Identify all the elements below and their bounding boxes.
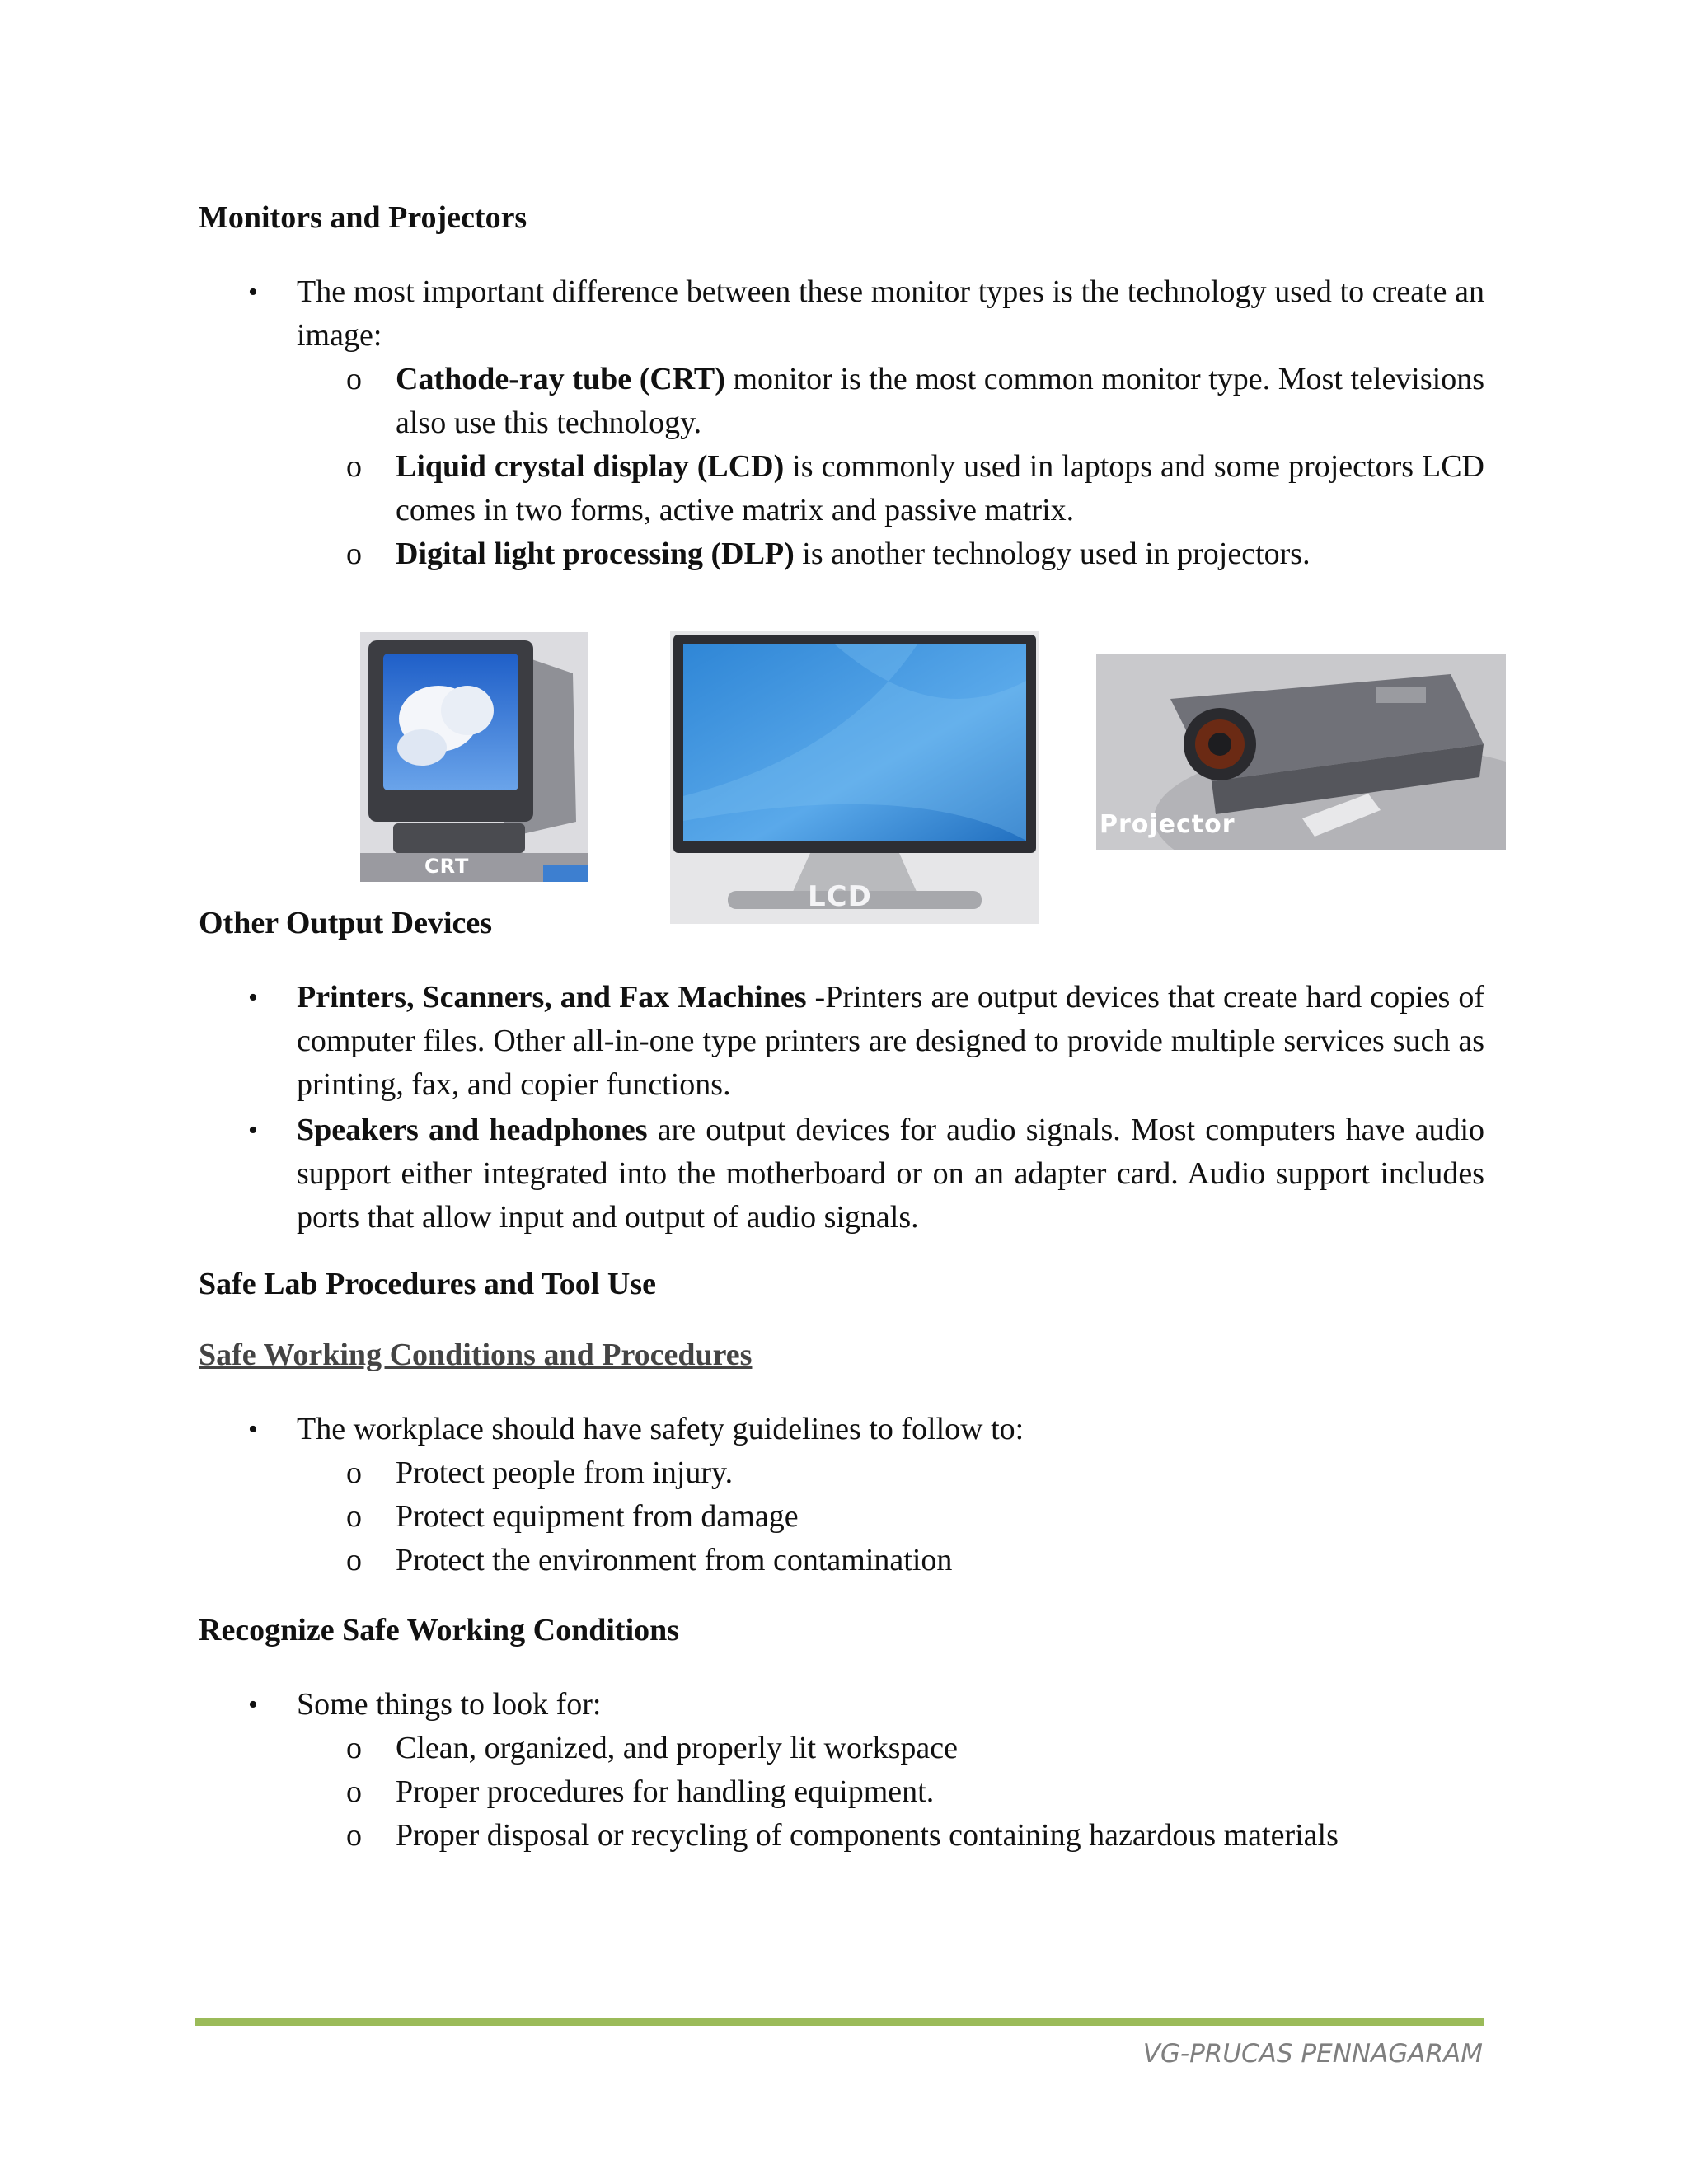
footer-text: VG-PRUCAS PENNAGARAM xyxy=(1142,2039,1483,2069)
bullet-glyph: • xyxy=(248,982,258,1013)
definition-lcd: is commonly used in laptops and some projectors LCD comes in two forms, active matrix and passive matrix. xyxy=(396,449,1485,527)
term-crt: Cathode-ray tube (CRT) xyxy=(396,362,725,396)
subheading-safe-working: Safe Working Conditions and Procedures xyxy=(199,1338,753,1372)
bullet-glyph: • xyxy=(248,1690,258,1720)
projector-image xyxy=(1096,654,1506,850)
bullet-text: Some things to look for: xyxy=(297,1687,602,1722)
sub-bullet-glyph: o xyxy=(346,1774,362,1809)
sub-bullet-glyph: o xyxy=(346,362,362,396)
section-heading-safe-lab: Safe Lab Procedures and Tool Use xyxy=(199,1267,656,1301)
sub-bullet-glyph: o xyxy=(346,1499,362,1534)
sub-bullet-glyph: o xyxy=(346,537,362,571)
bullet-text: The most important difference between these monitor types is the technology used to create an image: xyxy=(297,274,1484,353)
sub-bullet-glyph: o xyxy=(346,449,362,484)
term-lcd: Liquid crystal display (LCD) xyxy=(396,449,785,484)
bullet-text: The workplace should have safety guidelines to follow to: xyxy=(297,1412,1025,1446)
crt-label: CRT xyxy=(424,855,470,878)
lcd-label: LCD xyxy=(808,880,872,913)
section-heading-output-devices: Other Output Devices xyxy=(199,906,493,940)
sub-bullet-glyph: o xyxy=(346,1731,362,1765)
sub-bullet-glyph: o xyxy=(346,1543,362,1577)
crt-monitor-illustration xyxy=(360,632,588,882)
section-heading-monitors: Monitors and Projectors xyxy=(199,200,528,235)
bullet-glyph: • xyxy=(248,1115,258,1146)
section-heading-recognize: Recognize Safe Working Conditions xyxy=(199,1613,680,1647)
projector-label: Projector xyxy=(1100,810,1236,839)
bullet-glyph: • xyxy=(248,1414,258,1445)
footer-rule xyxy=(195,2018,1484,2026)
crt-monitor-image xyxy=(360,632,588,882)
definition-speakers: are output devices for audio signals. Most computers have audio support either integrated into the motherboard or on an adapter card. Audio support includes ports that allow input and output of audio signals. xyxy=(297,1113,1484,1235)
term-printers: Printers, Scanners, and Fax Machines xyxy=(297,980,807,1015)
document-page: Monitors and Projectors • The most important difference between these monitor types is the technology used to create an image: o Cathode-ray tube (CRT) monitor is the most common monitor type. Most televisions also use this technology. o Liquid crystal display (LCD) is commonly used in laptops and some projectors LCD comes in two forms, active matrix and passive matrix. o Digital light processing (DLP) is another technology used in projectors. CRT LCD Projector Other Output Devices • Printers, Scanners, and Fax Machines -Printers are output devices that create hard copies of computer files. Other all-in-one type printers are designed to provide multiple services such as printing, fax, and copier functions. • Speakers and headphones are output devices for audio signals. Most computers have audio support either integrated into the motherboard or on an adapter card. Audio support includes ports that allow input and output of audio signals. Safe Lab Procedures and Tool Use Safe Working Conditions and Procedures • The workplace should have safety guidelines to follow to: o Protect people from injury. o Protect equipment from damage o Protect the environment from contamination Recognize Safe Working Conditions • Some things to look for: o Clean, organized, and properly lit workspace o Proper procedures for handling equipment. o Proper disposal or recycling of components containing hazardous materials VG-PRUCAS PENNAGARAM xyxy=(0,0,1688,2184)
definition-crt: monitor is the most common monitor type. Most televisions also use this technology. xyxy=(396,362,1485,440)
bullet-glyph: • xyxy=(248,277,258,307)
term-dlp: Digital light processing (DLP) xyxy=(396,537,795,571)
term-speakers: Speakers and headphones xyxy=(297,1113,648,1147)
definition-dlp: is another technology used in projectors. xyxy=(794,537,1311,571)
definition-printers: -Printers are output devices that create hard copies of computer files. Other all-in-one type printers are designed to provide multiple services such as printing, fax, and copier functions. xyxy=(297,980,1484,1102)
sub-bullet-glyph: o xyxy=(346,1818,362,1853)
sub-bullet-glyph: o xyxy=(346,1455,362,1490)
lcd-monitor-image xyxy=(670,631,1039,924)
